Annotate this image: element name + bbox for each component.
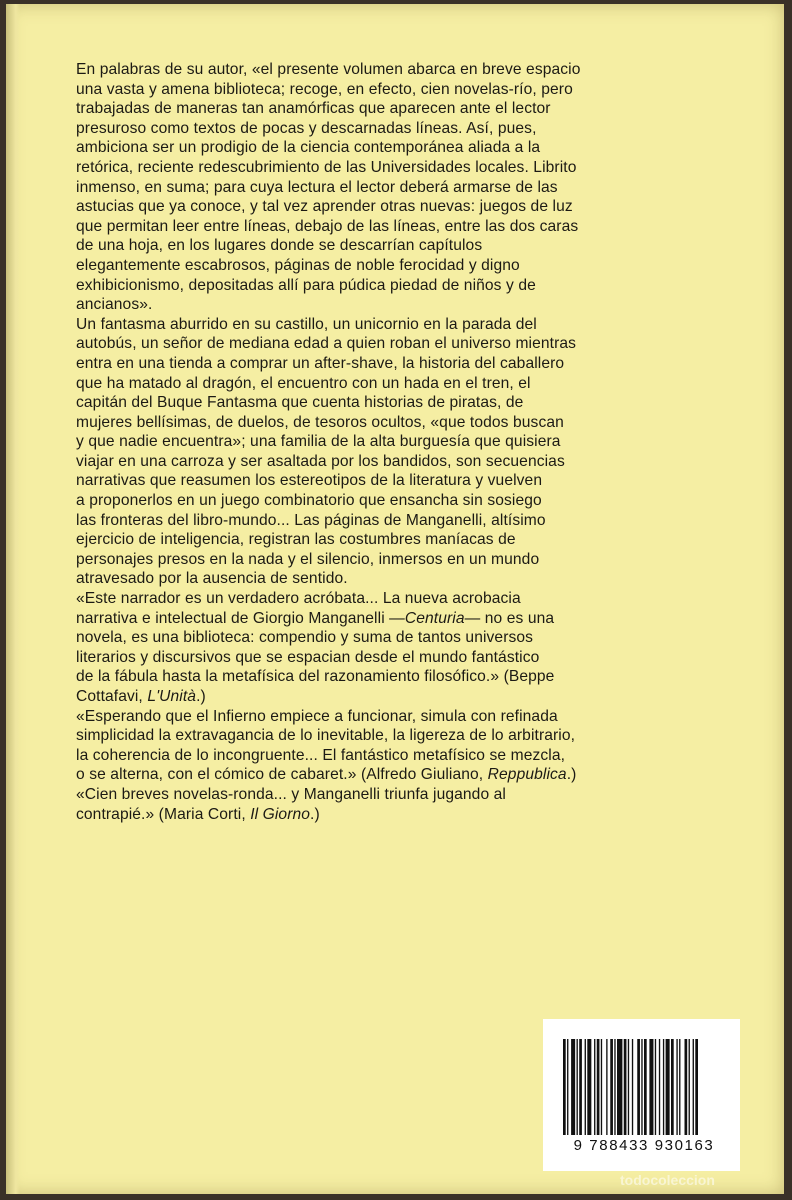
press-quote-reppublica: «Esperando que el Infierno empiece a funcionar, simula con refinada simplicidad la extravagancia de lo inevitable, la ligereza de lo arbitrario, la coherencia de lo incongruente... El fantástico metafísico se mezcla, o se alterna, con el cómico de cabaret.» (Alfredo Giuliano, Reppublica.) [76,707,577,784]
watermark: todocoleccion [620,1172,715,1188]
blurb-paragraph-summary: Un fantasma aburrido en su castillo, un unicornio en la parada del autobús, un señor de mediana edad a quien roban el universo mientras entra en una tienda a comprar un after-shave, la historia del caballero que ha matado al dragón, el encuentro con un hada en el tren, el capitán del Buque Fantasma que cuenta historias de piratas, de mujeres bellísimas, de duelos, de tesoros ocultos, «que todos buscan y que nadie encuentra»; una familia de la alta burguesía que quisiera viajar en una carroza y ser asaltada por los bandidos, son secuencias narrativas que reasumen los estereotipos de la literatura y vuelven a proponerlos en un juego combinatorio que ensancha sin sosiego las fronteras del libro-mundo... Las páginas de Manganelli, altísimo ejercicio de inteligencia, registran las costumbres maníacas de personajes presos en la nada y el silencio, inmersos en un mundo atravesado por la ausencia de sentido. [76,315,577,588]
book-title-italic: Centuria [404,609,465,627]
newspaper-name: Il Giorno [250,805,311,823]
barcode-bars [563,1039,723,1135]
press-quote-unita: «Este narrador es un verdadero acróbata... La nueva acrobacia narrativa e intelectual de Giorgio Manganelli —Centuria— no es una novela, es una biblioteca: compendio y suma de tantos universos literarios y discursivos que se espacian desde el mundo fantástico de la fábula hasta la metafísica del razonamiento filosófico.» (Beppe Cottafavi, L'Unità.) [76,590,555,705]
back-cover-blurb [76,60,752,824]
press-quote-giorno: «Cien breves novelas-ronda... y Manganelli triunfa jugando al contrapié.» (Maria Corti, Il Giorno.) [76,785,506,823]
newspaper-name: Reppublica [487,766,567,784]
newspaper-name: L'Unità [147,688,197,705]
book-back-cover [6,4,784,1194]
isbn-number: 9 788433 930163 [573,1137,715,1154]
cover-spine-edge [6,4,20,1194]
blurb-paragraph-intro: En palabras de su autor, «el presente volumen abarca en breve espacio una vasta y amena biblioteca; recoge, en efecto, cien novelas-río, pero trabajadas de maneras tan anamórficas que aparecen ante el lector presuroso como textos de pocas y descarnadas líneas. Así, pues, ambiciona ser un prodigio de la ciencia contemporánea aliada a la retórica, reciente redescubrimiento de las Universidades locales. Librito inmenso, en suma; para cuya lectura el lector deberá armarse de las astucias que ya conoce, y tal vez aprender otras nuevas: juegos de luz que permitan leer entre líneas, debajo de las líneas, entre las dos caras de una hoja, en los lugares donde se descarrían capítulos elegantemente escabrosos, páginas de noble ferocidad y digno exhibicionismo, depositadas allí para púdica piedad de niños y de ancianos». [76,61,581,314]
isbn-barcode [543,1019,740,1171]
